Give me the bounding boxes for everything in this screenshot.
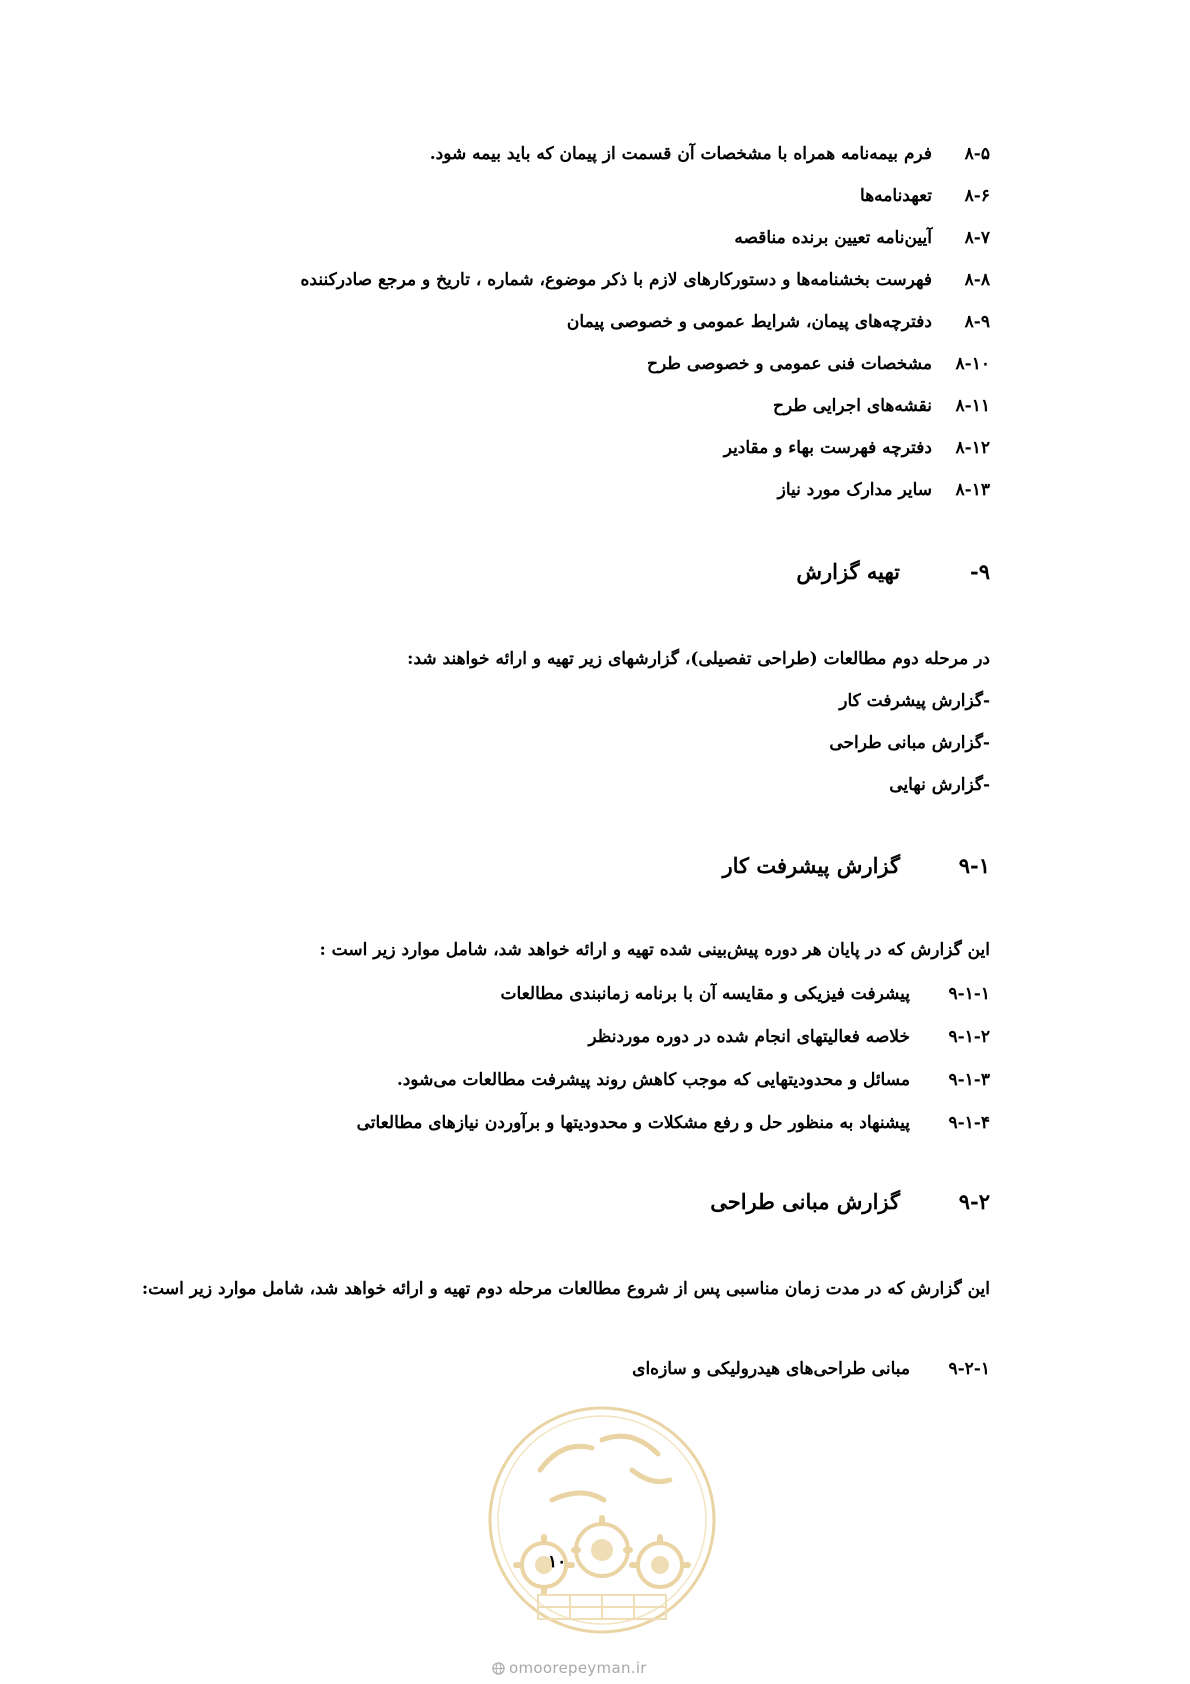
item-number: ۸-۵ (964, 144, 990, 164)
item-number: ۹-۱-۳ (948, 1070, 990, 1090)
list-item (430, 140, 990, 168)
item-number: ۸-۷ (964, 228, 990, 248)
paragraph: در مرحله دوم مطالعات (طراحی تفصیلی)، گزارشهای زیر تهیه و ارائه خواهند شد: (407, 649, 990, 669)
globe-icon (492, 1662, 505, 1675)
item-number: ۸-۱۲ (955, 438, 990, 458)
item-text: مبانی طراحی‌های هیدرولیکی و سازه‌ای (632, 1359, 910, 1379)
item-number: ۸-۶ (964, 186, 990, 206)
item-text: دفترچه فهرست بهاء و مقادیر (723, 438, 932, 458)
item-number: ۸-۱۱ (955, 396, 990, 416)
item-number: ۸-۸ (964, 270, 990, 290)
subsection-heading (722, 850, 990, 882)
item-text: سایر مدارک مورد نیاز (777, 480, 932, 500)
item-number: ۸-۱۰ (955, 354, 990, 374)
list-item (357, 1109, 990, 1137)
item-text: مشخصات فنی عمومی و خصوصی طرح (647, 354, 932, 374)
list-item (397, 1066, 990, 1094)
watermark-logo (482, 1400, 722, 1640)
section-heading (796, 556, 990, 588)
item-text: مسائل و محدودیتهایی که موجب کاهش روند پیشرفت مطالعات می‌شود. (396, 1070, 910, 1090)
list-item (724, 434, 990, 462)
item-text: آیین‌نامه تعیین برنده مناقصه (734, 228, 932, 248)
list-item (567, 308, 990, 336)
item-text: خلاصه فعالیتهای انجام شده در دوره موردنظر (588, 1027, 910, 1047)
website-watermark (492, 1659, 647, 1677)
list-item (647, 350, 990, 378)
page-number: ۱۰ (548, 1552, 567, 1572)
list-item (734, 224, 990, 252)
item-text: پیشنهاد به منظور حل و رفع مشکلات و محدودیتها و برآوردن نیازهای مطالعاتی (356, 1113, 910, 1133)
section-number: ۹-۱ (958, 853, 990, 878)
subsection-heading (710, 1186, 990, 1218)
item-number: ۹-۱-۱ (948, 984, 990, 1004)
list-item (632, 1355, 990, 1383)
bullet-item: -گزارش پیشرفت کار (839, 691, 990, 711)
item-text: فهرست بخشنامه‌ها و دستورکارهای لازم با ذکر موضوع، شماره ، تاریخ و مرجع صادرکننده (300, 270, 932, 290)
item-text: دفترچه‌های پیمان، شرایط عمومی و خصوصی پیمان (566, 312, 932, 332)
list-item (301, 266, 990, 294)
list-item (501, 980, 990, 1008)
item-text: فرم بیمه‌نامه همراه با مشخصات آن قسمت از پیمان که باید بیمه شود. (429, 144, 932, 164)
paragraph: این گزارش که در مدت زمان مناسبی پس از شروع مطالعات مرحله دوم تهیه و ارائه خواهد شد، شامل موارد زیر است: (141, 1279, 990, 1299)
list-item (773, 392, 990, 420)
section-title: تهیه گزارش (796, 559, 900, 584)
item-text: پیشرفت فیزیکی و مقایسه آن با برنامه زمانبندی مطالعات (500, 984, 910, 1004)
bullet-item: -گزارش مبانی طراحی (829, 733, 990, 753)
section-title: گزارش مبانی طراحی (710, 1189, 900, 1214)
section-number: ۹-۲ (958, 1189, 990, 1214)
section-title: گزارش پیشرفت کار (722, 853, 900, 878)
item-number: ۹-۲-۱ (948, 1359, 990, 1379)
item-number: ۹-۱-۲ (948, 1027, 990, 1047)
list-item (778, 476, 990, 504)
item-number: ۸-۱۳ (955, 480, 990, 500)
bullet-item: -گزارش نهایی (889, 775, 990, 795)
website-text: omoorepeyman.ir (509, 1659, 647, 1677)
item-text: تعهدنامه‌ها (860, 186, 932, 206)
paragraph: این گزارش که در پایان هر دوره پیش‌بینی شده تهیه و ارائه خواهد شد، شامل موارد زیر است : (319, 940, 990, 960)
list-item (588, 1023, 990, 1051)
list-item (860, 182, 990, 210)
item-number: ۸-۹ (964, 312, 990, 332)
item-number: ۹-۱-۴ (948, 1113, 990, 1133)
item-text: نقشه‌های اجرایی طرح (772, 396, 932, 416)
section-number: ۹- (970, 559, 990, 584)
